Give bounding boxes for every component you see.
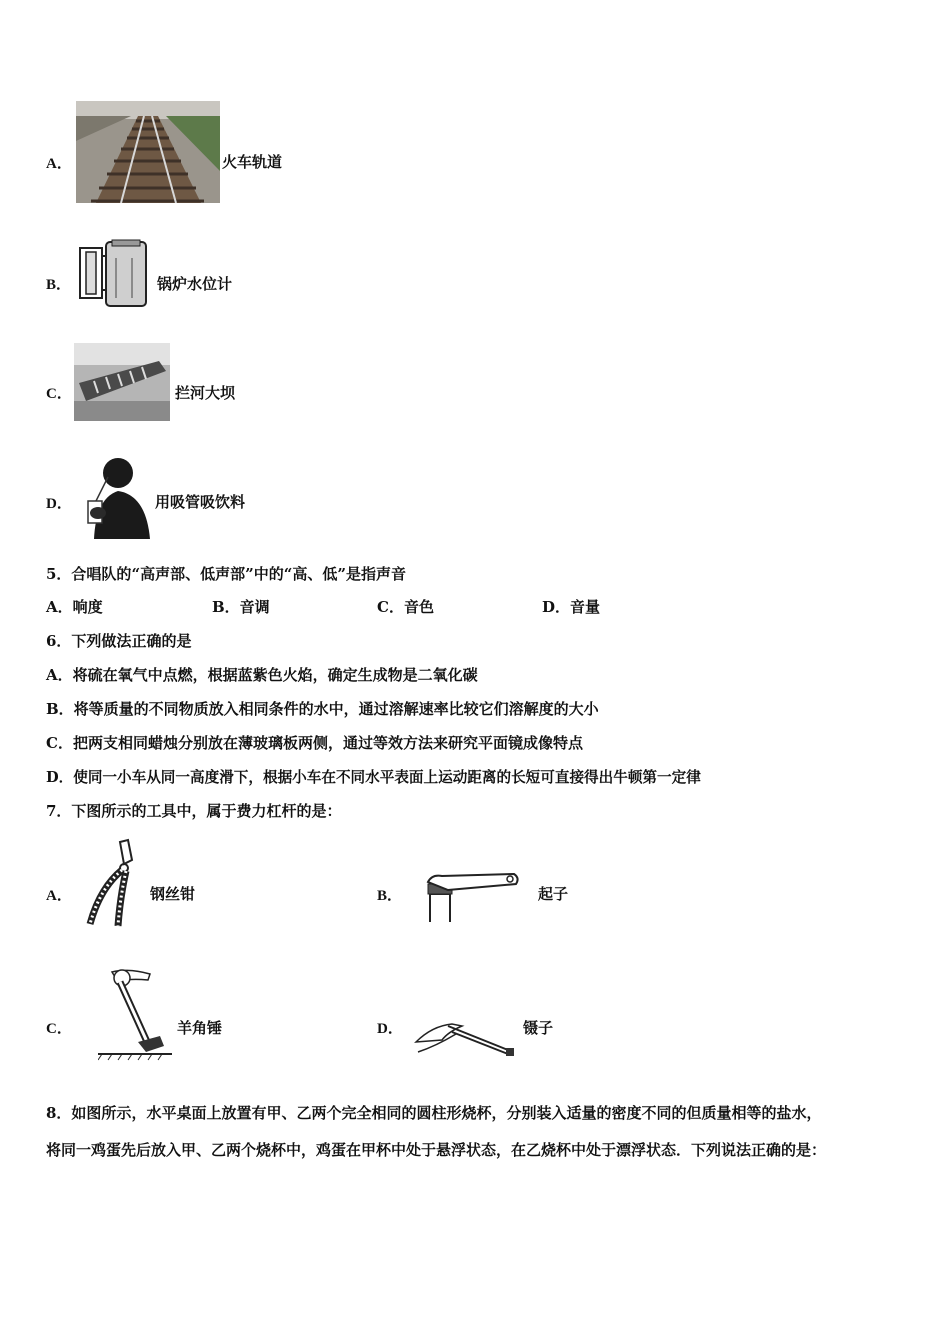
option-letter: C． — [46, 386, 72, 402]
tweezers-image — [412, 1012, 522, 1064]
option-caption: 羊角锤 — [177, 1019, 223, 1037]
boiler-water-gauge-image — [76, 238, 154, 310]
q5-option-d: D．音量 — [542, 598, 601, 616]
q6-option-d: D．使同一小车从同一高度滑下，根据小车在不同水平表面上运动距离的长短可直接得出牛顿第一定律 — [46, 769, 701, 786]
option-caption: 用吸管吸饮料 — [155, 493, 246, 511]
option-caption: 钢丝钳 — [150, 885, 196, 903]
option-caption: 锅炉水位计 — [157, 275, 233, 293]
option-caption: 镊子 — [523, 1019, 554, 1037]
option-caption: 火车轨道 — [222, 153, 283, 171]
railway-track-image — [76, 101, 220, 203]
pliers-image — [82, 838, 142, 930]
option-letter: A． — [46, 888, 72, 904]
option-letter: D． — [46, 496, 72, 512]
q5-option-a: A．响度 — [46, 598, 103, 616]
q6-option-b: B．将等质量的不同物质放入相同条件的水中，通过溶解速率比较它们溶解度的大小 — [46, 700, 599, 718]
claw-hammer-image — [98, 966, 172, 1062]
option-caption: 拦河大坝 — [175, 384, 236, 402]
option-caption: 起子 — [538, 885, 569, 903]
boy-drinking-with-straw-image — [76, 453, 152, 539]
q6-option-c: C．把两支相同蜡烛分别放在薄玻璃板两侧，通过等效方法来研究平面镜成像特点 — [46, 734, 583, 752]
q5-option-b: B．音调 — [212, 598, 270, 616]
bottle-opener-image — [424, 868, 522, 922]
river-dam-image — [74, 343, 170, 421]
option-letter: B． — [377, 888, 403, 904]
q6-stem: 6．下列做法正确的是 — [46, 632, 192, 650]
option-letter: B． — [46, 277, 72, 293]
q6-option-a: A．将硫在氧气中点燃，根据蓝紫色火焰，确定生成物是二氧化碳 — [46, 666, 478, 684]
q8-stem-line-1: 8．如图所示，水平桌面上放置有甲、乙两个完全相同的圆柱形烧杯，分别装入适量的密度不同的但质量相等的盐水， — [46, 1104, 822, 1122]
q8-stem-line-2: 将同一鸡蛋先后放入甲、乙两个烧杯中，鸡蛋在甲杯中处于悬浮状态，在乙烧杯中处于漂浮状态．下列说法正确的是： — [46, 1141, 827, 1159]
option-letter: D． — [377, 1021, 403, 1037]
q5-option-c: C．音色 — [377, 598, 434, 616]
q5-stem: 5．合唱队的“高声部、低声部”中的“高、低”是指声音 — [46, 565, 406, 583]
option-letter: A． — [46, 156, 72, 172]
option-letter: C． — [46, 1021, 72, 1037]
q7-stem: 7．下图所示的工具中，属于费力杠杆的是： — [46, 802, 342, 820]
